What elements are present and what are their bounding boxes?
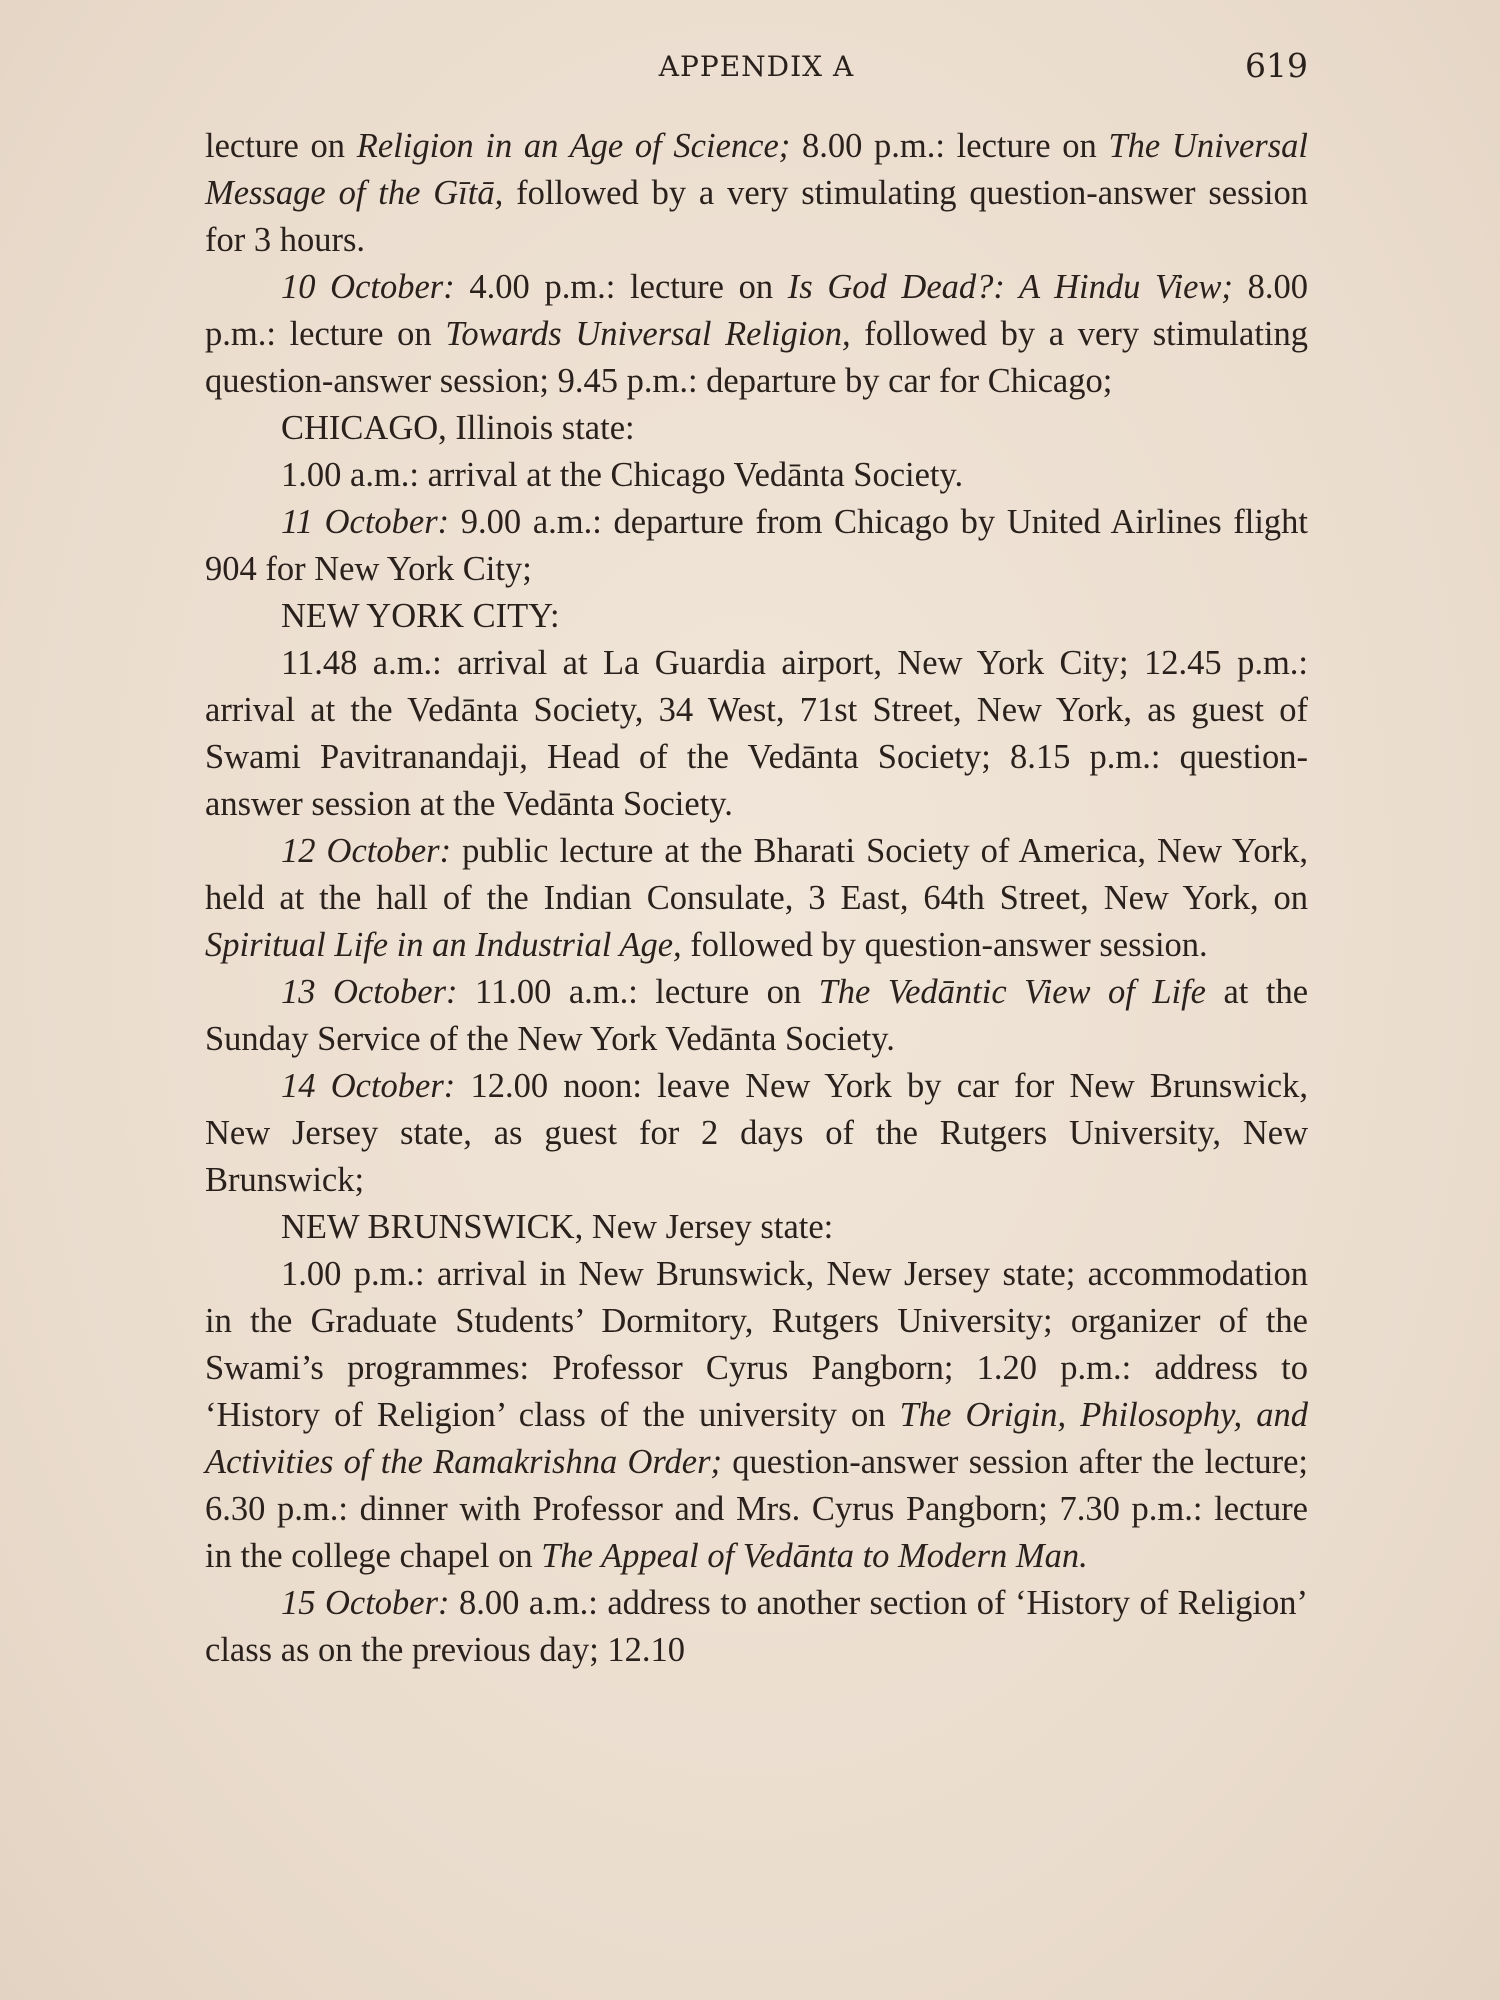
text-run: 9.00 a.m.: departure from Chicago by United Airlines flight 904 for New York City;: [205, 503, 1309, 588]
text-run: public lecture at the Bharati Society of America, New York, held at the hall of the Indian Consulate, 3 East, 64th Street, New York, on: [205, 832, 1308, 917]
italic-text: 13 October:: [281, 973, 458, 1011]
italic-text: The Vedāntic View of Life: [818, 973, 1206, 1011]
italic-text: The Origin, Philosophy, and Activities of the Ramakrishna Order;: [205, 1396, 1308, 1481]
italic-text: Towards Universal Religion,: [445, 315, 851, 353]
text-run: 4.00 p.m.: lecture on: [454, 268, 788, 306]
italic-text: The Universal Message of the Gītā,: [205, 127, 1308, 212]
text-run: 8.00 a.m.: address to another section of ‘History of Religion’ class as on the previous day; 12.10: [205, 1584, 1308, 1669]
italic-text: 11 October:: [281, 503, 450, 541]
italic-text: 14 October:: [281, 1067, 456, 1105]
paragraph: [205, 1251, 1308, 1580]
text-run: 1.00 a.m.: arrival at the Chicago Vedānta Society.: [281, 456, 964, 494]
italic-text: 15 October:: [281, 1584, 450, 1622]
page-body-text: [205, 123, 1308, 1674]
text-run: followed by question-answer session.: [681, 926, 1208, 964]
paragraph: [205, 499, 1308, 593]
italic-text: The Appeal of Vedānta to Modern Man.: [541, 1537, 1088, 1575]
paragraph: [205, 123, 1308, 264]
text-run: at the Sunday Service of the New York Vedānta Society.: [205, 973, 1309, 1058]
paragraph: [205, 452, 1308, 499]
text-run: 12.00 noon: leave New York by car for New Brunswick, New Jersey state, as guest for 2 days of the Rutgers University, New Brunswick;: [205, 1067, 1308, 1199]
italic-text: Religion in an Age of Science;: [356, 127, 791, 165]
italic-text: 12 October:: [281, 832, 452, 870]
text-run: 11.00 a.m.: lecture on: [457, 973, 819, 1011]
text-run: followed by a very stimulating question-answer session for 3 hours.: [205, 174, 1308, 259]
text-run: NEW YORK CITY:: [281, 597, 560, 635]
text-run: 8.00 p.m.: lecture on: [790, 127, 1109, 165]
italic-text: Is God Dead?: A Hindu View;: [787, 268, 1233, 306]
text-run: 1.00 p.m.: arrival in New Brunswick, New Jersey state; accommodation in the Graduate Students’ Dormitory, Rutgers University; organizer of the Swami’s programmes: Professor Cyrus Pangborn; 1.20 p.m.: address to ‘History of Religion’ class of the university on: [205, 1255, 1308, 1434]
text-run: question-answer session after the lecture; 6.30 p.m.: dinner with Professor and Mrs. Cyrus Pangborn; 7.30 p.m.: lecture in the college chapel on: [205, 1443, 1308, 1575]
paragraph: [205, 1063, 1308, 1204]
paragraph: [205, 264, 1308, 405]
paragraph: [205, 969, 1308, 1063]
section-heading: [205, 593, 1308, 640]
paragraph: [205, 828, 1308, 969]
paragraph: [205, 1580, 1308, 1674]
paragraph: [205, 640, 1308, 828]
text-run: CHICAGO, Illinois state:: [281, 409, 635, 447]
running-header: [205, 46, 1308, 90]
section-heading: [205, 405, 1308, 452]
text-run: NEW BRUNSWICK, New Jersey state:: [281, 1208, 834, 1246]
italic-text: Spiritual Life in an Industrial Age,: [205, 926, 682, 964]
section-heading: [205, 1204, 1308, 1251]
text-run: 8.00 p.m.: lecture on: [205, 268, 1308, 353]
page-number: 619: [1245, 46, 1308, 85]
text-run: lecture on: [205, 127, 357, 165]
text-run: 11.48 a.m.: arrival at La Guardia airport, New York City; 12.45 p.m.: arrival at the Vedānta Society, 34 West, 71st Street, New York, as guest of Swami Pavitranandaji, Head of the Vedānta Society; 8.15 p.m.: question-answer session at the Vedānta Society.: [205, 644, 1308, 823]
running-title: APPENDIX A: [658, 50, 855, 83]
italic-text: 10 October:: [281, 268, 455, 306]
text-run: followed by a very stimulating question-answer session; 9.45 p.m.: departure by car for Chicago;: [205, 315, 1308, 400]
